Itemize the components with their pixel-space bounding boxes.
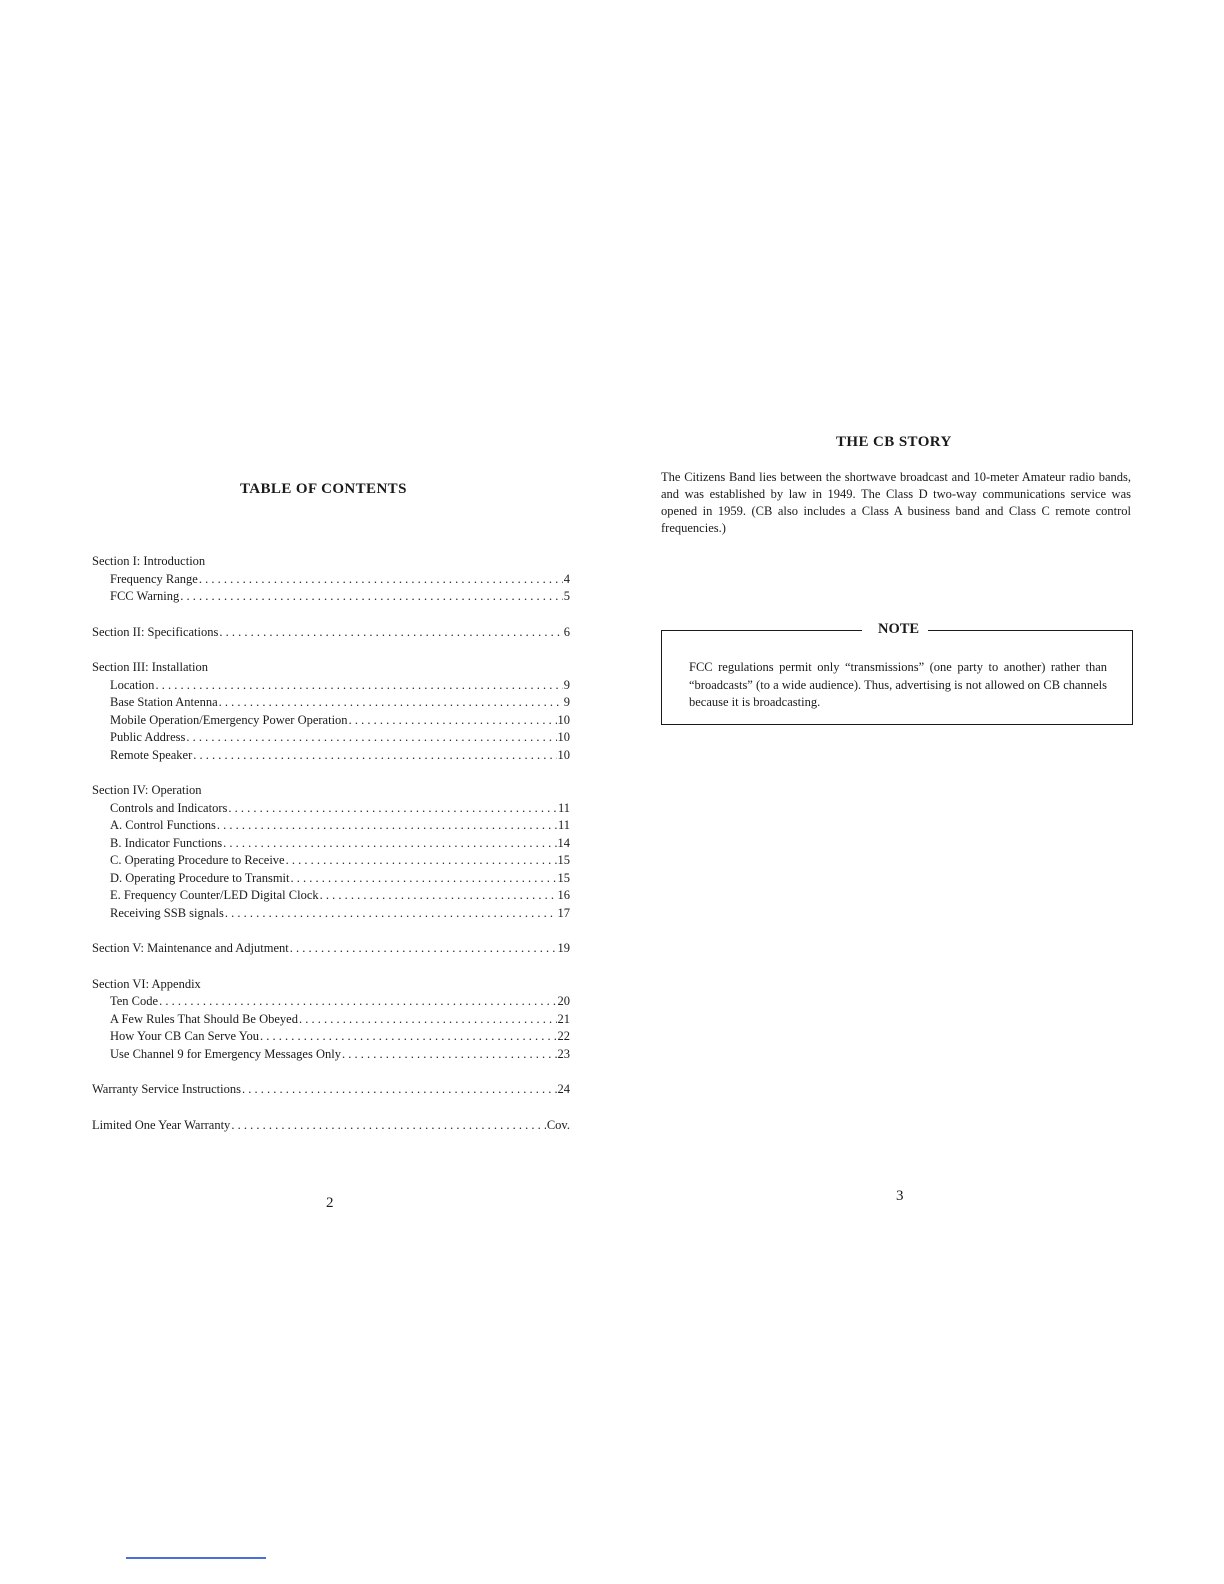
toc-entry-label: Use Channel 9 for Emergency Messages Only [110, 1046, 341, 1061]
toc-entry-page: 9 [563, 677, 570, 692]
toc-dot-leader [180, 588, 562, 606]
toc-entry-label: Receiving SSB signals [110, 905, 224, 920]
toc-entry-label: Section II: Specifications [92, 624, 219, 639]
toc-entry-label: B. Indicator Functions [110, 835, 223, 850]
toc-section [92, 553, 570, 606]
toc-entry-page: 20 [557, 994, 570, 1008]
toc-entry [92, 1028, 570, 1046]
note-top-rule-left [662, 630, 862, 631]
toc-entry [92, 817, 570, 835]
toc-entry-page: 10 [557, 730, 570, 744]
toc-entry [92, 677, 570, 695]
toc-dot-leader [159, 993, 556, 1011]
toc-entry-label: How Your CB Can Serve You [110, 1029, 259, 1043]
toc-dot-leader [231, 1117, 546, 1135]
toc-dot-leader [260, 1028, 557, 1046]
toc-entry [92, 870, 570, 888]
toc-entry-label: Remote Speaker [110, 747, 193, 762]
toc-entry-page: 19 [557, 941, 570, 955]
toc-entry-label: A. Control Functions [110, 818, 216, 832]
toc-entry [92, 712, 570, 730]
toc-entry-page: 21 [557, 1011, 570, 1026]
toc-dot-leader [228, 800, 557, 818]
toc-entry [92, 694, 570, 712]
toc-entry [92, 835, 570, 853]
note-text: FCC regulations permit only “transmissions” (one party to another) rather than “broadcasts” (to a wide audience). Thus, advertising is not allowed on CB channels because it is broadcasting. [689, 660, 1107, 709]
toc-entry-label: Warranty Service Instructions [92, 1082, 241, 1096]
toc-dot-leader [286, 852, 557, 870]
toc-dot-leader [342, 1046, 557, 1064]
toc-entry [92, 993, 570, 1011]
toc-entry [92, 940, 570, 958]
toc-entry-page: Cov. [546, 1117, 570, 1132]
toc-title: TABLE OF CONTENTS [240, 481, 407, 497]
toc-entry-page: 23 [557, 1046, 570, 1061]
table-of-contents [92, 553, 570, 1152]
blue-underline-rule [126, 1557, 266, 1559]
toc-entry [92, 800, 570, 818]
toc-entry-label: Section III: Installation [92, 660, 208, 674]
toc-entry-label: Limited One Year Warranty [92, 1117, 231, 1132]
toc-entry [92, 1117, 570, 1135]
toc-section [92, 782, 570, 922]
story-paragraph: The Citizens Band lies between the shortwave broadcast and 10-meter Amateur radio bands, and was established by law in 1949. The Class D two-way communications service was opened in 1959. (CB also includes a Class A business band and Class C remote control frequencies.) [661, 470, 1131, 535]
toc-entry-label: D. Operating Procedure to Transmit [110, 870, 290, 885]
toc-entry-page: 16 [557, 888, 570, 902]
note-label: NOTE [874, 621, 923, 638]
story-title: THE CB STORY [836, 434, 952, 450]
toc-entry-label: C. Operating Procedure to Receive [110, 853, 285, 867]
toc-entry-page: 22 [557, 1029, 570, 1043]
page-number: 3 [896, 1188, 904, 1204]
toc-entry-label: FCC Warning [110, 589, 180, 603]
toc-entry [92, 588, 570, 606]
toc-dot-leader [199, 571, 563, 589]
toc-entry-label: Location [110, 677, 155, 692]
toc-dot-leader [225, 905, 557, 923]
toc-entry [92, 553, 570, 571]
toc-entry-label: Ten Code [110, 994, 159, 1008]
toc-entry-label: Public Address [110, 730, 186, 744]
toc-section [92, 976, 570, 1064]
toc-section [92, 659, 570, 764]
toc-dot-leader [186, 729, 556, 747]
page-number: 2 [326, 1195, 334, 1211]
toc-entry [92, 1011, 570, 1029]
toc-entry-page: 4 [563, 571, 570, 586]
toc-entry [92, 905, 570, 923]
toc-entry-page: 5 [563, 589, 570, 603]
toc-entry-label: Section I: Introduction [92, 554, 206, 568]
toc-dot-leader [217, 817, 557, 835]
right-page [612, 0, 1224, 1584]
toc-entry-page: 11 [557, 800, 570, 815]
note-top-rule-right [928, 630, 1132, 631]
toc-entry-label: Section VI: Appendix [92, 976, 201, 991]
toc-entry [92, 852, 570, 870]
toc-entry [92, 1046, 570, 1064]
toc-entry [92, 1081, 570, 1099]
toc-section [92, 940, 570, 958]
toc-entry-page: 10 [557, 712, 570, 727]
toc-dot-leader [290, 940, 557, 958]
toc-dot-leader [299, 1011, 557, 1029]
toc-entry-label: Frequency Range [110, 571, 198, 586]
toc-entry [92, 729, 570, 747]
toc-dot-leader [291, 870, 557, 888]
toc-entry-page: 9 [563, 695, 570, 709]
toc-entry-page: 24 [557, 1082, 570, 1096]
toc-entry-label: E. Frequency Counter/LED Digital Clock [110, 888, 319, 902]
toc-dot-leader [219, 694, 563, 712]
toc-dot-leader [242, 1081, 557, 1099]
toc-entry-page: 6 [563, 624, 570, 639]
toc-entry [92, 571, 570, 589]
toc-entry-page: 10 [557, 747, 570, 762]
toc-entry [92, 782, 570, 800]
toc-entry-page: 14 [557, 835, 570, 850]
toc-entry-page: 17 [557, 905, 570, 920]
note-box [661, 621, 1133, 725]
toc-dot-leader [320, 887, 557, 905]
toc-entry-label: Controls and Indicators [110, 800, 228, 815]
toc-section [92, 624, 570, 642]
toc-entry [92, 887, 570, 905]
toc-entry-label: Base Station Antenna [110, 695, 218, 709]
toc-dot-leader [219, 624, 562, 642]
toc-entry-page: 11 [557, 818, 570, 832]
toc-entry [92, 747, 570, 765]
toc-entry-label: Section IV: Operation [92, 783, 202, 797]
toc-entry [92, 659, 570, 677]
toc-entry-label: A Few Rules That Should Be Obeyed [110, 1011, 298, 1026]
toc-entry [92, 624, 570, 642]
toc-entry-label: Mobile Operation/Emergency Power Operation [110, 712, 348, 727]
toc-section [92, 1117, 570, 1135]
toc-entry [92, 976, 570, 994]
toc-entry-page: 15 [557, 853, 570, 867]
toc-dot-leader [223, 835, 556, 853]
toc-entry-page: 15 [557, 870, 570, 885]
toc-entry-label: Section V: Maintenance and Adjutment [92, 941, 289, 955]
toc-dot-leader [349, 712, 557, 730]
toc-section [92, 1081, 570, 1099]
toc-dot-leader [193, 747, 556, 765]
toc-dot-leader [155, 677, 562, 695]
